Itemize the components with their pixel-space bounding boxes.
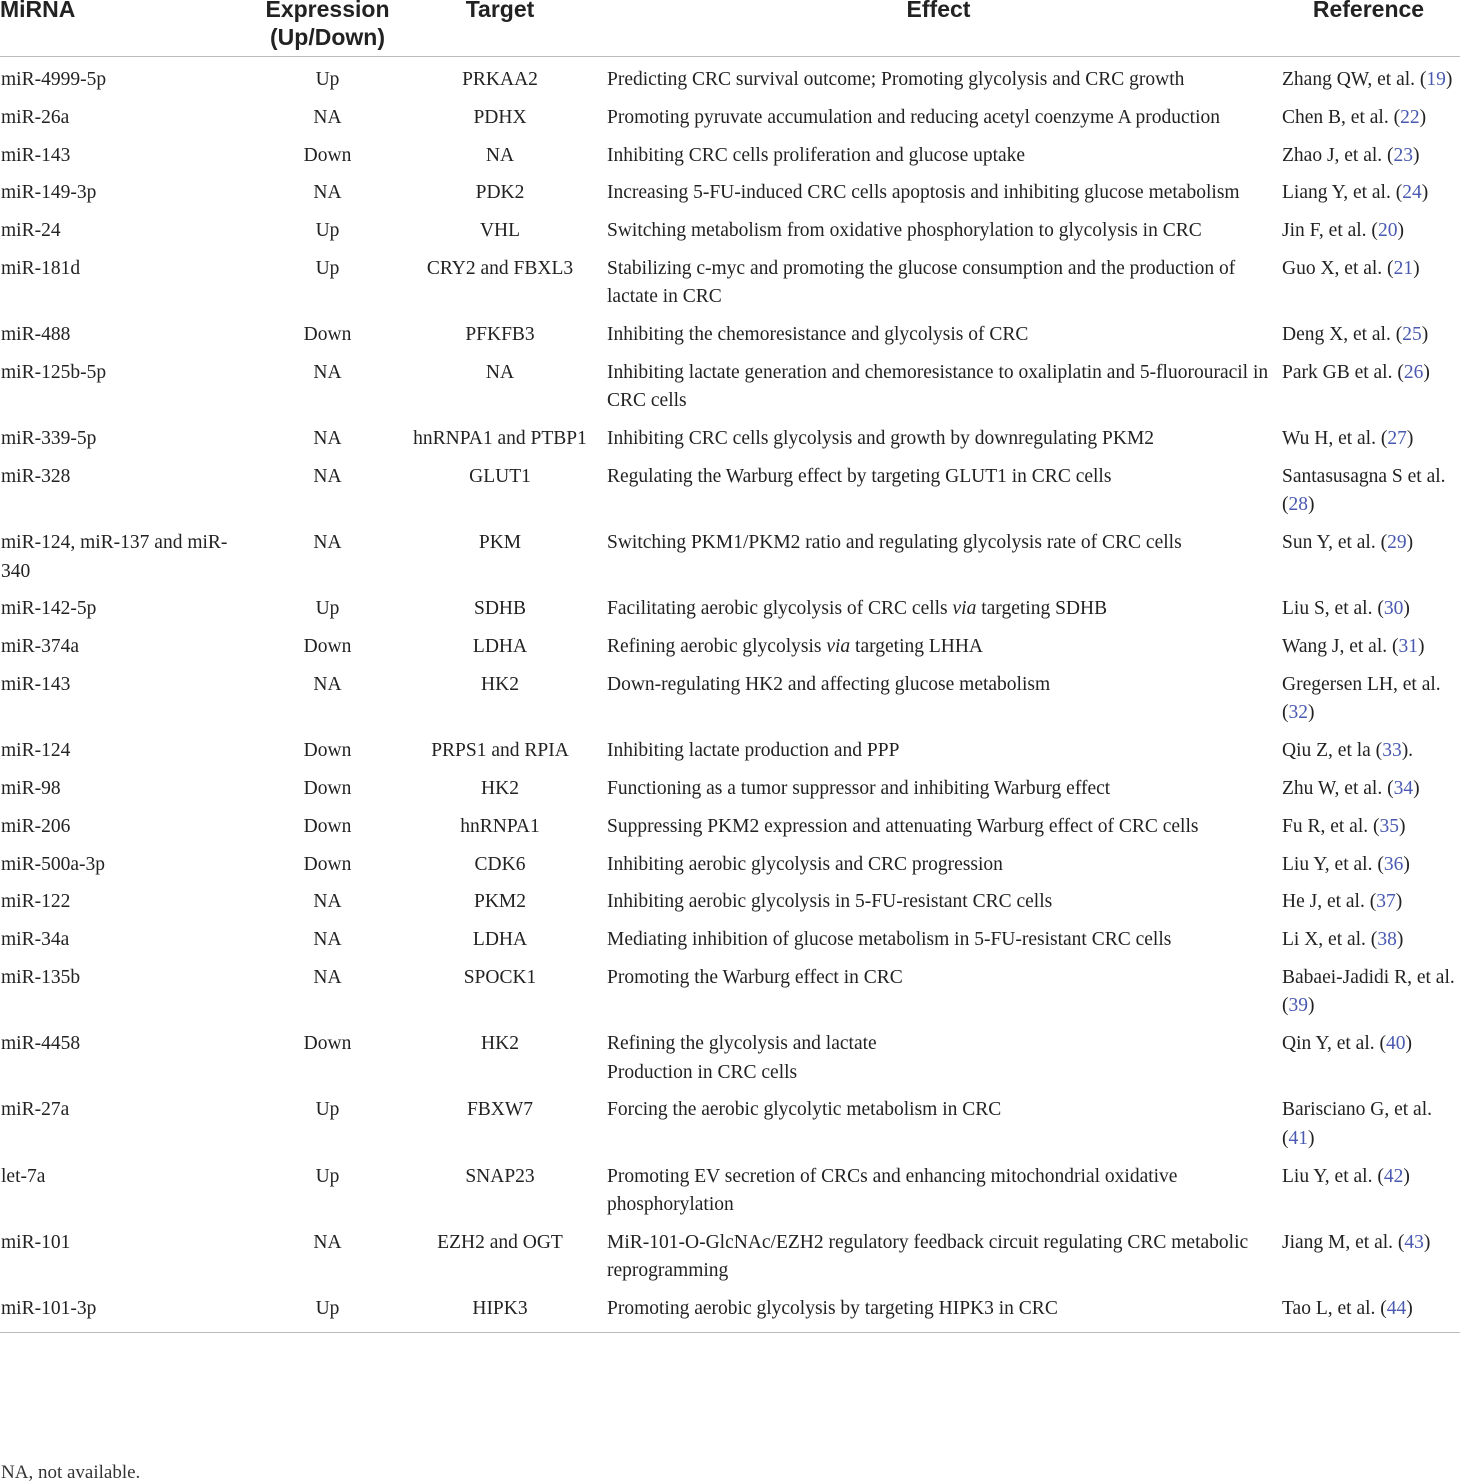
reference-text: Zhao J, et al. ( (1282, 144, 1394, 166)
cell-expression: Up (315, 1165, 340, 1187)
cell-effect (600, 312, 1277, 350)
effect-text: Promoting aerobic glycolysis by targeting HIPK3 in CRC (607, 1297, 1058, 1319)
cell-mirna: miR-4999-5p (1, 69, 107, 90)
effect-text: Inhibiting CRC cells glycolysis and growth by downregulating PKM2 (607, 428, 1155, 450)
effect-text: Mediating inhibition of glucose metabolism in 5-FU-resistant CRC cells (607, 929, 1172, 951)
effect-text: Refining aerobic glycolysis (607, 636, 827, 658)
cell-reference (1277, 917, 1460, 955)
reference-link[interactable]: 23 (1393, 144, 1414, 166)
effect-text: Promoting the Warburg effect in CRC (607, 966, 903, 988)
cell-effect (600, 454, 1277, 520)
cell-expression: Up (315, 598, 340, 620)
reference-text: ) (1397, 220, 1404, 242)
cell-effect (600, 624, 1277, 662)
cell-mirna: miR-135b (1, 966, 81, 988)
table-row (0, 208, 1460, 246)
reference-text: Deng X, et al. ( (1282, 324, 1403, 346)
reference-text: Liu Y, et al. ( (1282, 853, 1384, 875)
table-row (0, 350, 1460, 416)
reference-link[interactable]: 25 (1402, 324, 1422, 346)
reference-text: Liu Y, et al. ( (1282, 1165, 1384, 1187)
cell-reference (1277, 842, 1460, 880)
reference-text: Wu H, et al. ( (1282, 428, 1388, 450)
cell-effect (600, 1286, 1277, 1333)
cell-effect (600, 586, 1277, 624)
cell-effect (600, 842, 1277, 880)
reference-link[interactable]: 40 (1385, 1033, 1406, 1055)
effect-text: Refining the glycolysis and lactate (607, 1033, 877, 1055)
effect-text: Inhibiting lactate generation and chemoresistance to oxaliplatin and 5-fluorouracil in CRC cells (607, 361, 1269, 412)
reference-text: Jiang M, et al. ( (1282, 1231, 1405, 1253)
cell-target: CRY2 and FBXL3 (426, 257, 574, 279)
cell-target: GLUT1 (469, 465, 531, 487)
cell-mirna: let-7a (1, 1165, 46, 1187)
cell-expression: Up (315, 1099, 340, 1121)
cell-mirna: miR-181d (1, 257, 81, 279)
cell-target: PKM (478, 532, 522, 554)
cell-expression: NA (313, 106, 342, 128)
cell-expression: NA (313, 182, 342, 204)
cell-reference (1277, 879, 1460, 917)
cell-target: PDHX (473, 106, 527, 128)
reference-text: ). (1401, 740, 1414, 762)
reference-text: Fu R, et al. ( (1282, 815, 1380, 837)
cell-effect (600, 246, 1277, 312)
reference-text: ) (1423, 1231, 1431, 1253)
reference-text: ) (1308, 702, 1315, 724)
reference-text: ) (1308, 1127, 1315, 1149)
cell-effect (600, 57, 1277, 95)
reference-text: ) (1403, 853, 1410, 875)
cell-effect (600, 1154, 1277, 1220)
reference-link[interactable]: 44 (1386, 1297, 1407, 1319)
reference-link[interactable]: 26 (1403, 361, 1424, 383)
cell-expression: NA (313, 966, 342, 988)
reference-text: ) (1406, 428, 1414, 450)
header-target: Target (400, 0, 600, 52)
table-row (0, 454, 1460, 520)
effect-text: Increasing 5-FU-induced CRC cells apoptosis and inhibiting glucose metabolism (607, 182, 1240, 204)
reference-text: Qiu Z, et la ( (1282, 740, 1383, 762)
table-row (0, 520, 1460, 586)
cell-target: PRKAA2 (462, 69, 538, 90)
cell-mirna: miR-101-3p (0, 1286, 255, 1333)
cell-mirna: miR-143 (1, 673, 71, 695)
cell-target: HK2 (481, 1033, 519, 1055)
cell-effect (600, 416, 1277, 454)
effect-text-italic: via (952, 598, 977, 620)
cell-effect (600, 917, 1277, 955)
reference-link[interactable]: 34 (1393, 777, 1414, 799)
cell-effect (600, 955, 1277, 1021)
reference-link[interactable]: 43 (1404, 1231, 1424, 1253)
cell-target: LDHA (472, 929, 528, 951)
cell-target: FBXW7 (466, 1099, 534, 1121)
reference-text: ) (1445, 69, 1453, 90)
cell-expression: NA (313, 428, 342, 450)
cell-expression: Up (255, 1286, 400, 1333)
reference-text: ) (1406, 1297, 1413, 1319)
cell-target: HIPK3 (400, 1286, 600, 1333)
reference-text: Liu S, et al. ( (1282, 598, 1384, 620)
reference-text: Sun Y, et al. ( (1282, 532, 1388, 554)
table-row (0, 766, 1460, 804)
cell-target: HK2 (481, 673, 519, 695)
cell-reference (1277, 208, 1460, 246)
effect-text: MiR-101-O-GlcNAc/EZH2 regulatory feedback circuit regulating CRC metabolic reprogramming (607, 1231, 1249, 1282)
cell-effect (600, 350, 1277, 416)
cell-reference (1277, 955, 1460, 1021)
cell-expression: NA (313, 532, 342, 554)
effect-text: Inhibiting lactate production and PPP (607, 740, 900, 762)
cell-expression: Down (303, 853, 352, 875)
cell-effect (600, 1220, 1277, 1286)
cell-reference (1277, 1286, 1460, 1333)
reference-link[interactable]: 36 (1383, 853, 1404, 875)
table-row (0, 1154, 1460, 1220)
reference-link[interactable]: 27 (1387, 428, 1407, 450)
cell-mirna: miR-98 (1, 777, 61, 799)
cell-expression: NA (313, 361, 342, 383)
effect-text: Switching metabolism from oxidative phosphorylation to glycolysis in CRC (607, 220, 1202, 242)
reference-text: Li X, et al. ( (1282, 929, 1378, 951)
cell-expression: NA (313, 891, 342, 913)
reference-link[interactable]: 29 (1387, 532, 1407, 554)
cell-reference (1277, 133, 1460, 171)
cell-expression: NA (313, 929, 342, 951)
reference-text: Zhu W, et al. ( (1282, 777, 1394, 799)
cell-expression: Down (303, 144, 352, 166)
table-body (0, 57, 1460, 1333)
cell-expression: Down (303, 1033, 352, 1055)
cell-expression: Down (303, 740, 352, 762)
header-expression (255, 0, 400, 52)
reference-link[interactable]: 24 (1402, 182, 1422, 204)
cell-mirna: miR-125b-5p (1, 361, 107, 383)
cell-target: LDHA (472, 636, 528, 658)
table-row (0, 842, 1460, 880)
reference-link[interactable]: 28 (1288, 494, 1308, 516)
reference-link[interactable]: 35 (1379, 815, 1399, 837)
table-row (0, 804, 1460, 842)
table-row (0, 312, 1460, 350)
table-row (0, 133, 1460, 171)
table-row (0, 416, 1460, 454)
cell-expression: Up (315, 220, 340, 242)
reference-text: ) (1413, 777, 1420, 799)
cell-mirna: miR-101 (1, 1231, 71, 1253)
reference-link[interactable]: 31 (1398, 636, 1418, 658)
cell-reference (1277, 766, 1460, 804)
effect-text: Promoting pyruvate accumulation and reducing acetyl coenzyme A production (607, 106, 1220, 128)
header-mirna: MiRNA (0, 0, 255, 52)
reference-link[interactable]: 41 (1288, 1127, 1308, 1149)
reference-text: Zhang QW, et al. ( (1282, 69, 1427, 90)
table-row (0, 1087, 1460, 1153)
table-row (0, 917, 1460, 955)
cell-mirna: miR-488 (1, 324, 71, 346)
cell-effect (600, 662, 1277, 728)
table-row (0, 246, 1460, 312)
reference-text: ) (1308, 494, 1315, 516)
reference-text: Babaei-Jadidi R, et al. ( (1282, 966, 1455, 1017)
effect-text: Switching PKM1/PKM2 ratio and regulating glycolysis rate of CRC cells (607, 532, 1182, 554)
cell-reference (1277, 312, 1460, 350)
reference-text: ) (1423, 361, 1430, 383)
cell-reference (1277, 454, 1460, 520)
effect-text: Inhibiting CRC cells proliferation and glucose uptake (607, 144, 1026, 166)
cell-mirna: miR-206 (1, 815, 71, 837)
reference-text: Guo X, et al. ( (1282, 257, 1394, 279)
cell-reference (1277, 586, 1460, 624)
cell-expression: Down (303, 324, 352, 346)
cell-target: EZH2 and OGT (437, 1231, 563, 1253)
reference-text: Barisciano G, et al. ( (1282, 1099, 1432, 1149)
table-footnote: NA, not available. (1, 1462, 141, 1483)
reference-text: Chen B, et al. ( (1282, 106, 1401, 128)
cell-mirna: miR-339-5p (1, 428, 97, 450)
reference-link[interactable]: 37 (1376, 891, 1396, 913)
reference-link[interactable]: 38 (1377, 929, 1397, 951)
cell-expression: Down (303, 815, 352, 837)
effect-text: targeting SDHB (976, 598, 1108, 620)
cell-reference (1277, 624, 1460, 662)
effect-text: Stabilizing c-myc and promoting the glucose consumption and the production of lactate in CRC (607, 257, 1236, 308)
cell-mirna: miR-27a (1, 1099, 70, 1121)
reference-link[interactable]: 19 (1426, 69, 1446, 90)
reference-text: ) (1419, 106, 1427, 128)
reference-text: ) (1403, 1165, 1410, 1187)
table-row (0, 955, 1460, 1021)
reference-text: Gregersen LH, et al. ( (1282, 673, 1441, 724)
cell-effect (600, 804, 1277, 842)
cell-effect (600, 95, 1277, 133)
reference-text: Jin F, et al. ( (1282, 220, 1378, 242)
table-row (0, 586, 1460, 624)
effect-text: Inhibiting aerobic glycolysis and CRC progression (607, 853, 1003, 875)
cell-target: hnRNPA1 and PTBP1 (413, 428, 587, 450)
cell-reference (1277, 728, 1460, 766)
cell-mirna: miR-328 (1, 465, 71, 487)
reference-text: ) (1413, 257, 1420, 279)
cell-expression: Down (303, 636, 352, 658)
cell-reference (1277, 1154, 1460, 1220)
effect-text: Regulating the Warburg effect by targeting GLUT1 in CRC cells (607, 465, 1112, 487)
cell-effect (600, 1087, 1277, 1153)
cell-expression: NA (313, 465, 342, 487)
reference-text: ) (1396, 929, 1404, 951)
cell-expression: Up (315, 69, 340, 90)
cell-reference (1277, 804, 1460, 842)
cell-target: VHL (479, 220, 521, 242)
table-row (0, 879, 1460, 917)
reference-link[interactable]: 30 (1383, 598, 1404, 620)
reference-text: Qin Y, et al. ( (1282, 1033, 1386, 1055)
cell-mirna: miR-24 (1, 220, 61, 242)
cell-target: PRPS1 and RPIA (431, 740, 569, 762)
reference-text: ) (1308, 995, 1315, 1017)
reference-link[interactable]: 20 (1377, 220, 1398, 242)
cell-target: CDK6 (474, 853, 526, 875)
cell-reference (1277, 1021, 1460, 1087)
cell-reference (1277, 1087, 1460, 1153)
effect-text: Promoting EV secretion of CRCs and enhancing mitochondrial oxidative phosphorylation (607, 1165, 1178, 1215)
effect-text: Predicting CRC survival outcome; Promoting glycolysis and CRC growth (607, 69, 1185, 90)
header-reference: Reference (1277, 0, 1460, 52)
table-row (0, 57, 1460, 95)
cell-effect (600, 520, 1277, 586)
cell-mirna: miR-124 (1, 740, 71, 762)
effect-text: Down-regulating HK2 and affecting glucose metabolism (607, 673, 1051, 695)
reference-link[interactable]: 21 (1393, 257, 1414, 279)
cell-mirna: miR-374a (1, 636, 79, 658)
cell-target: NA (485, 361, 515, 383)
header-effect: Effect (600, 0, 1277, 52)
cell-mirna: miR-4458 (1, 1033, 81, 1055)
cell-reference (1277, 662, 1460, 728)
reference-text: ) (1405, 1033, 1412, 1055)
cell-reference (1277, 520, 1460, 586)
reference-text: ) (1417, 636, 1425, 658)
reference-text: ) (1399, 815, 1406, 837)
reference-text: Santasusagna S et al. ( (1282, 465, 1446, 516)
cell-target: SPOCK1 (463, 966, 537, 988)
table-row (0, 95, 1460, 133)
cell-target: SDHB (473, 598, 527, 620)
cell-mirna: miR-143 (1, 144, 71, 166)
cell-mirna: miR-122 (1, 891, 71, 913)
reference-link[interactable]: 33 (1382, 740, 1402, 762)
reference-text: ) (1406, 532, 1414, 554)
cell-expression: Up (315, 257, 340, 279)
cell-effect (600, 879, 1277, 917)
cell-mirna: miR-142-5p (1, 598, 97, 620)
header-expression-line2: (Up/Down) (270, 24, 385, 50)
cell-target: HK2 (481, 777, 519, 799)
reference-link[interactable]: 39 (1288, 995, 1308, 1017)
effect-text: Forcing the aerobic glycolytic metabolism in CRC (607, 1099, 1002, 1121)
reference-text: ) (1395, 891, 1403, 913)
cell-effect (600, 1021, 1277, 1087)
cell-expression: NA (313, 1231, 342, 1253)
cell-reference (1277, 57, 1460, 95)
reference-link[interactable]: 32 (1288, 702, 1308, 724)
cell-mirna: miR-500a-3p (1, 853, 105, 875)
effect-text: Inhibiting aerobic glycolysis in 5-FU-resistant CRC cells (607, 891, 1053, 913)
effect-text: Suppressing PKM2 expression and attenuating Warburg effect of CRC cells (607, 815, 1199, 837)
header-expression-line1: Expression (265, 0, 390, 22)
cell-effect (600, 766, 1277, 804)
effect-text: targeting LHHA (850, 636, 984, 658)
effect-text: Functioning as a tumor suppressor and inhibiting Warburg effect (607, 777, 1111, 799)
cell-target: SNAP23 (465, 1165, 535, 1187)
reference-link[interactable]: 22 (1400, 106, 1420, 128)
cell-mirna: miR-34a (1, 929, 70, 951)
effect-text: Inhibiting the chemoresistance and glycolysis of CRC (607, 324, 1029, 346)
cell-reference (1277, 246, 1460, 312)
cell-mirna: miR-26a (1, 106, 70, 128)
cell-expression: NA (313, 673, 342, 695)
reference-text: ) (1413, 144, 1420, 166)
cell-reference (1277, 95, 1460, 133)
cell-target: NA (485, 144, 515, 166)
effect-text: Facilitating aerobic glycolysis of CRC cells (607, 598, 953, 620)
table-row (0, 1286, 1460, 1333)
reference-text: Wang J, et al. ( (1282, 636, 1399, 658)
cell-reference (1277, 170, 1460, 208)
cell-mirna: miR-149-3p (1, 182, 97, 204)
cell-effect (600, 208, 1277, 246)
reference-text: Liang Y, et al. ( (1282, 182, 1403, 204)
effect-text-italic: via (826, 636, 851, 658)
cell-reference (1277, 350, 1460, 416)
table-row (0, 662, 1460, 728)
table-row (0, 1220, 1460, 1286)
cell-effect (600, 133, 1277, 171)
table-row (0, 1021, 1460, 1087)
cell-target: hnRNPA1 (460, 815, 540, 837)
reference-link[interactable]: 42 (1383, 1165, 1404, 1187)
cell-reference (1277, 1220, 1460, 1286)
cell-reference (1277, 416, 1460, 454)
table-row (0, 170, 1460, 208)
reference-text: ) (1421, 182, 1429, 204)
cell-expression: Down (303, 777, 352, 799)
cell-target: PKM2 (473, 891, 527, 913)
cell-effect (600, 170, 1277, 208)
reference-text: Tao L, et al. ( (1282, 1297, 1387, 1319)
effect-text: Production in CRC cells (607, 1061, 798, 1083)
reference-text: He J, et al. ( (1282, 891, 1377, 913)
reference-text: Park GB et al. ( (1282, 361, 1404, 383)
table-header (0, 0, 1460, 57)
cell-effect (600, 728, 1277, 766)
table-row (0, 728, 1460, 766)
cell-target: PFKFB3 (465, 324, 535, 346)
table-row (0, 624, 1460, 662)
cell-target: PDK2 (475, 182, 525, 204)
reference-text: ) (1403, 598, 1410, 620)
cell-mirna: miR-124, miR-137 and miR-340 (1, 532, 228, 582)
reference-text: ) (1421, 324, 1429, 346)
